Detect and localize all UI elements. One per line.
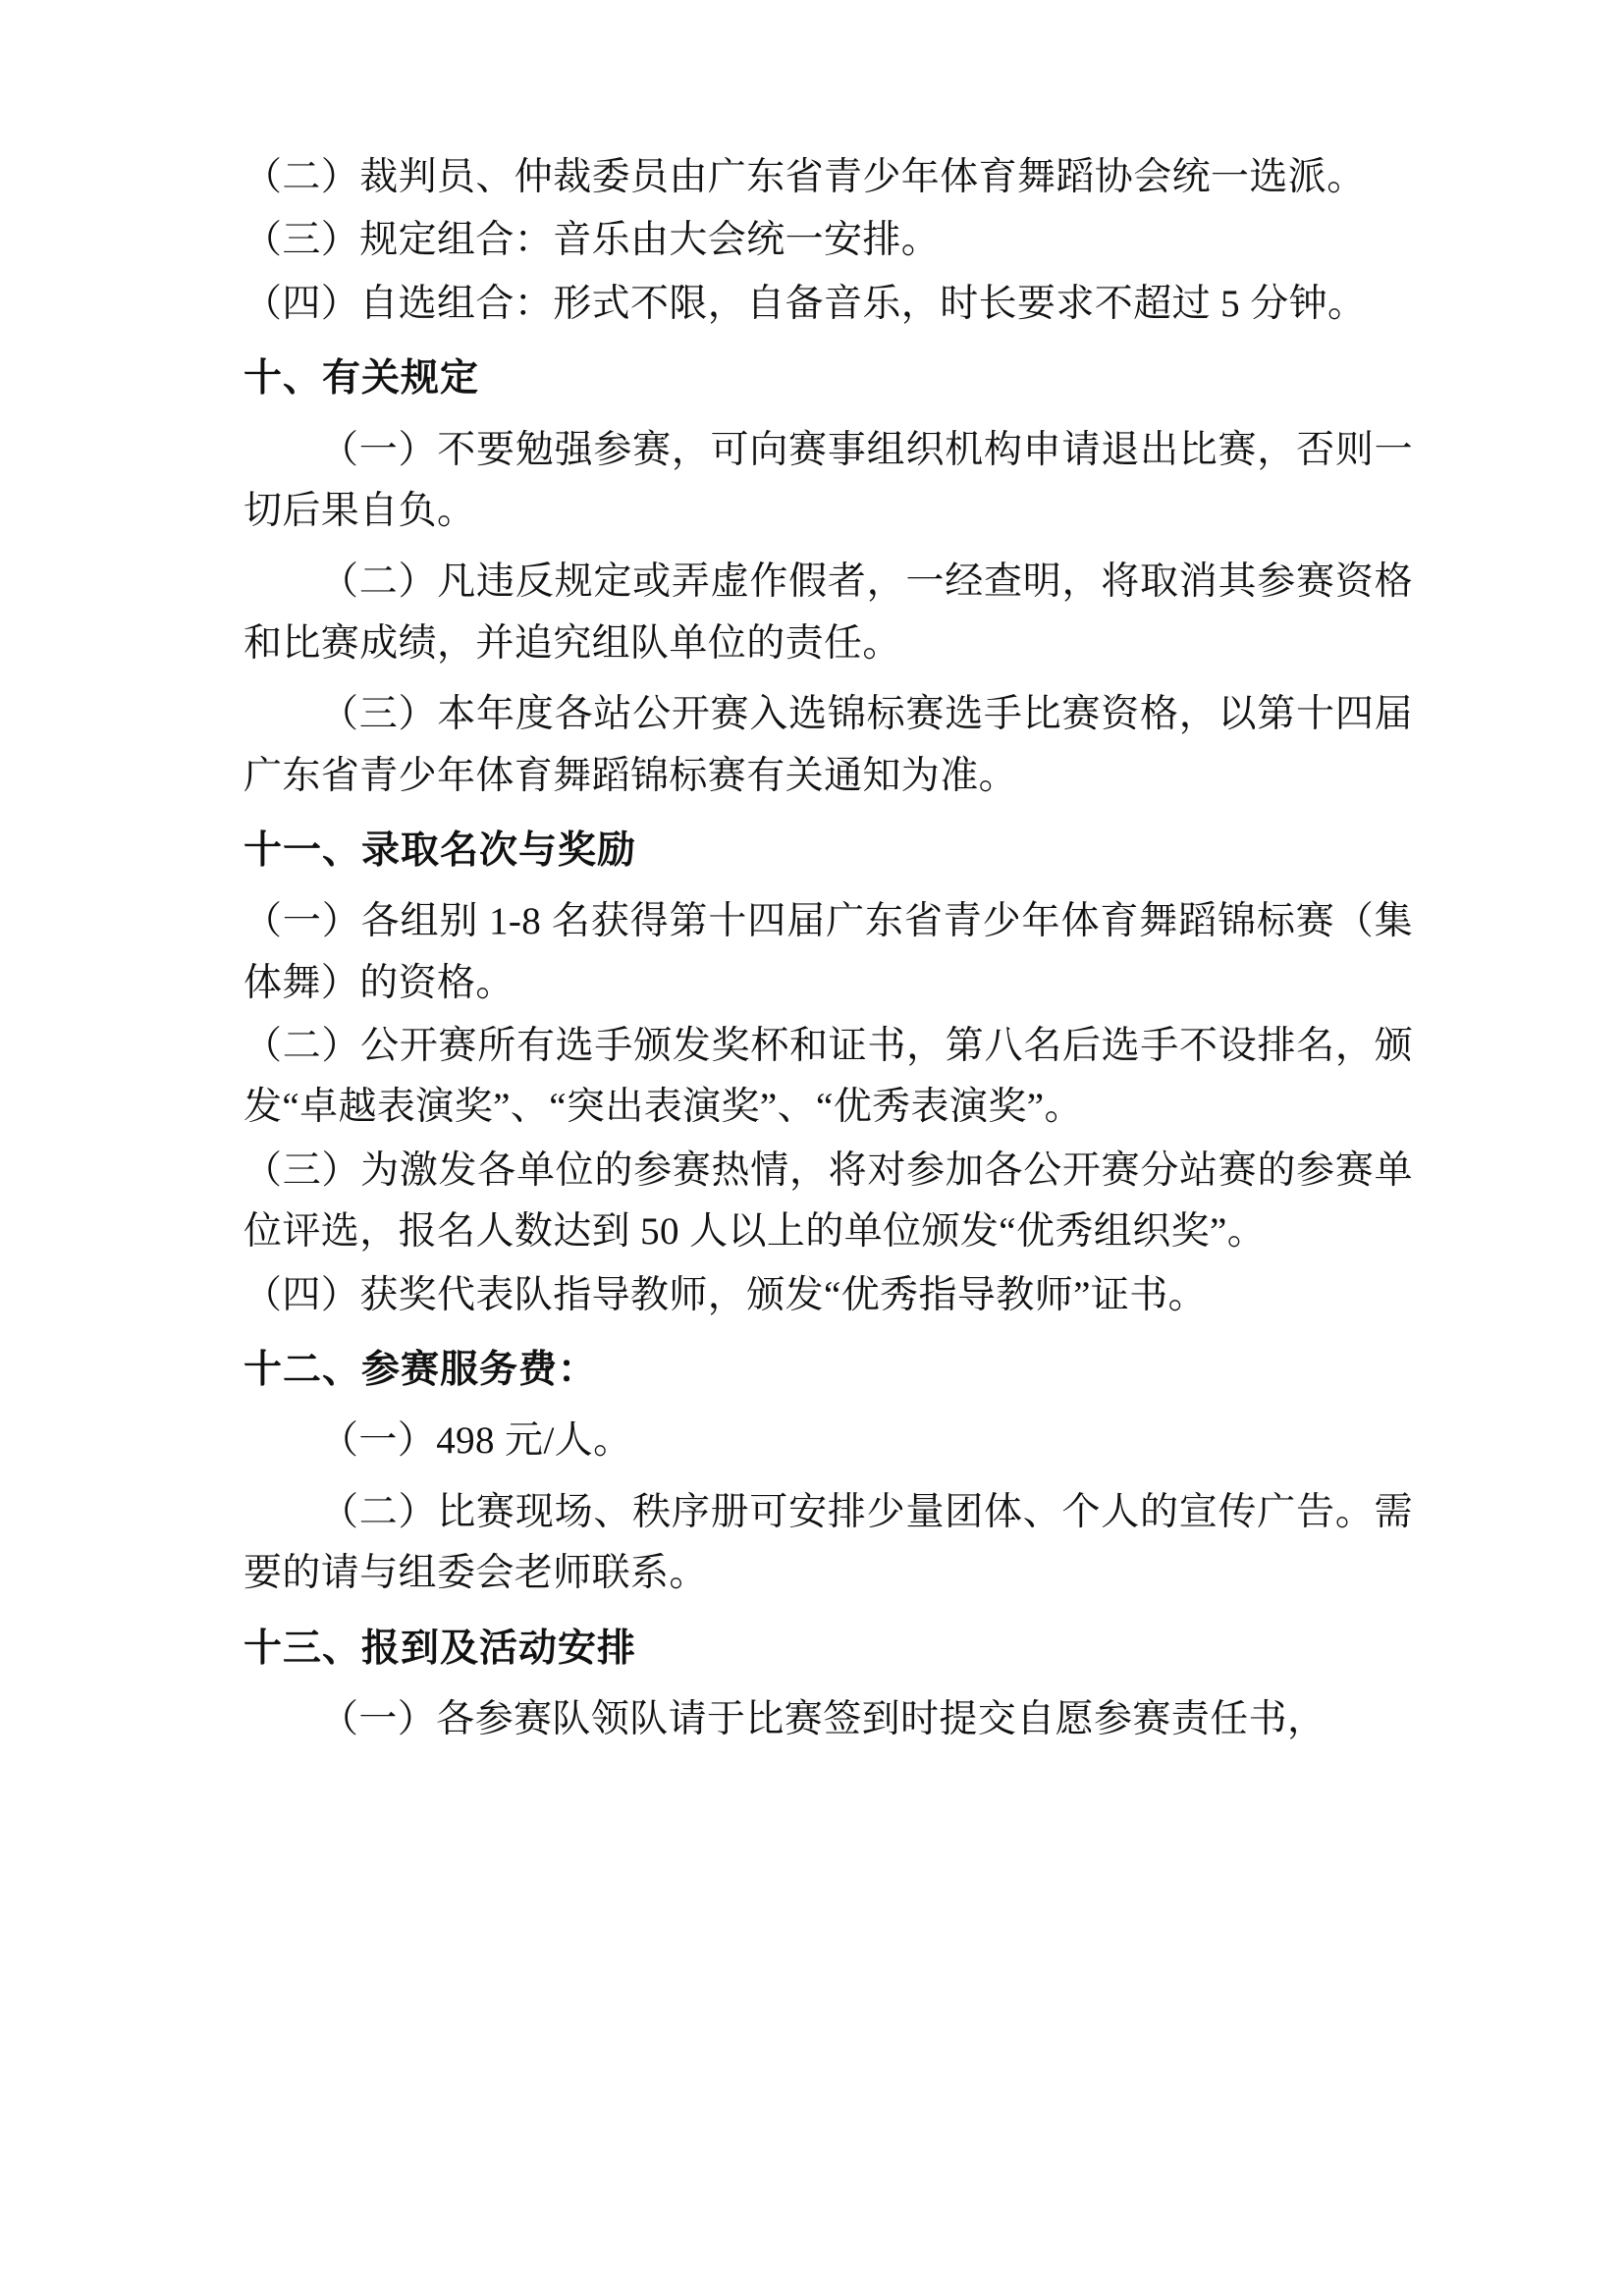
paragraph-fee-2: （二）比赛现场、秩序册可安排少量团体、个人的宣传广告。需要的请与组委会老师联系。 (244, 1490, 1413, 1595)
paragraph-award-3: （三）为激发各单位的参赛热情，将对参加各公开赛分站赛的参赛单位评选，报名人数达到 50 人以上的单位颁发“优秀组织奖”。 (244, 1148, 1413, 1254)
section-heading-13: 十三、报到及活动安排 (244, 1626, 637, 1671)
paragraph-arrival-1: （一）各参赛队领队请于比赛签到时提交自愿参赛责任书， (320, 1697, 1326, 1740)
paragraph-item-4-optional-combo: （四）自选组合：形式不限，自备音乐，时长要求不超过 5 分钟。 (244, 282, 1367, 325)
paragraph-award-2: （二）公开赛所有选手颁发奖杯和证书，第八名后选手不设排名，颁发“卓越表演奖”、“突出表演奖”、“优秀表演奖”。 (244, 1025, 1413, 1129)
section-heading-12: 十二、参赛服务费： (244, 1348, 598, 1393)
section-heading-10: 十、有关规定 (244, 356, 480, 401)
paragraph-award-4: （四）获奖代表队指导教师，颁发“优秀指导教师”证书。 (244, 1273, 1208, 1316)
paragraph-award-1: （一）各组别 1-8 名获得第十四届广东省青少年体育舞蹈锦标赛（集体舞）的资格。 (244, 900, 1413, 1004)
paragraph-item-2-judges: （二）裁判员、仲裁委员由广东省青少年体育舞蹈协会统一选派。 (244, 156, 1366, 198)
paragraph-rule-2: （二）凡违反规定或弄虚作假者，一经查明，将取消其参赛资格和比赛成绩，并追究组队单位的责任。 (244, 561, 1413, 665)
paragraph-rule-1: （一）不要勉强参赛，可向赛事组织机构申请退出比赛，否则一切后果自负。 (244, 428, 1413, 532)
document-body (244, 147, 1413, 1750)
paragraph-item-3-required-combo: （三）规定组合：音乐由大会统一安排。 (244, 219, 941, 262)
paragraph-rule-3: （三）本年度各站公开赛入选锦标赛选手比赛资格，以第十四届广东省青少年体育舞蹈锦标赛有关通知为准。 (244, 693, 1413, 797)
section-heading-11: 十一、录取名次与奖励 (244, 828, 637, 873)
paragraph-fee-1: （一）498 元/人。 (320, 1419, 632, 1463)
